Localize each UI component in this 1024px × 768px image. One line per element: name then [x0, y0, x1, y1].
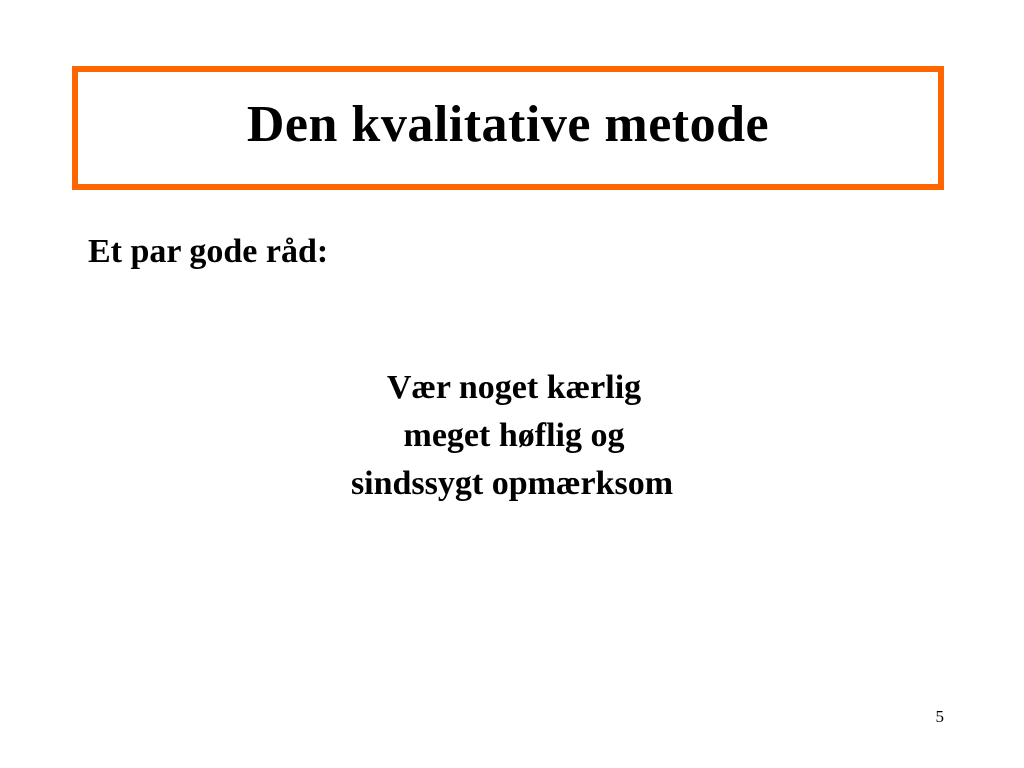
advice-list: [0, 364, 1024, 508]
title-box: [72, 66, 944, 190]
intro-heading: Et par gode råd:: [88, 233, 329, 270]
advice-line-3: sindssygt opmærksom: [350, 465, 674, 502]
slide-title: Den kvalitative metode: [246, 96, 770, 153]
advice-line-1: Vær noget kærlig: [386, 369, 642, 406]
page-number: 5: [935, 707, 944, 726]
advice-line-2: meget høflig og: [403, 417, 625, 454]
